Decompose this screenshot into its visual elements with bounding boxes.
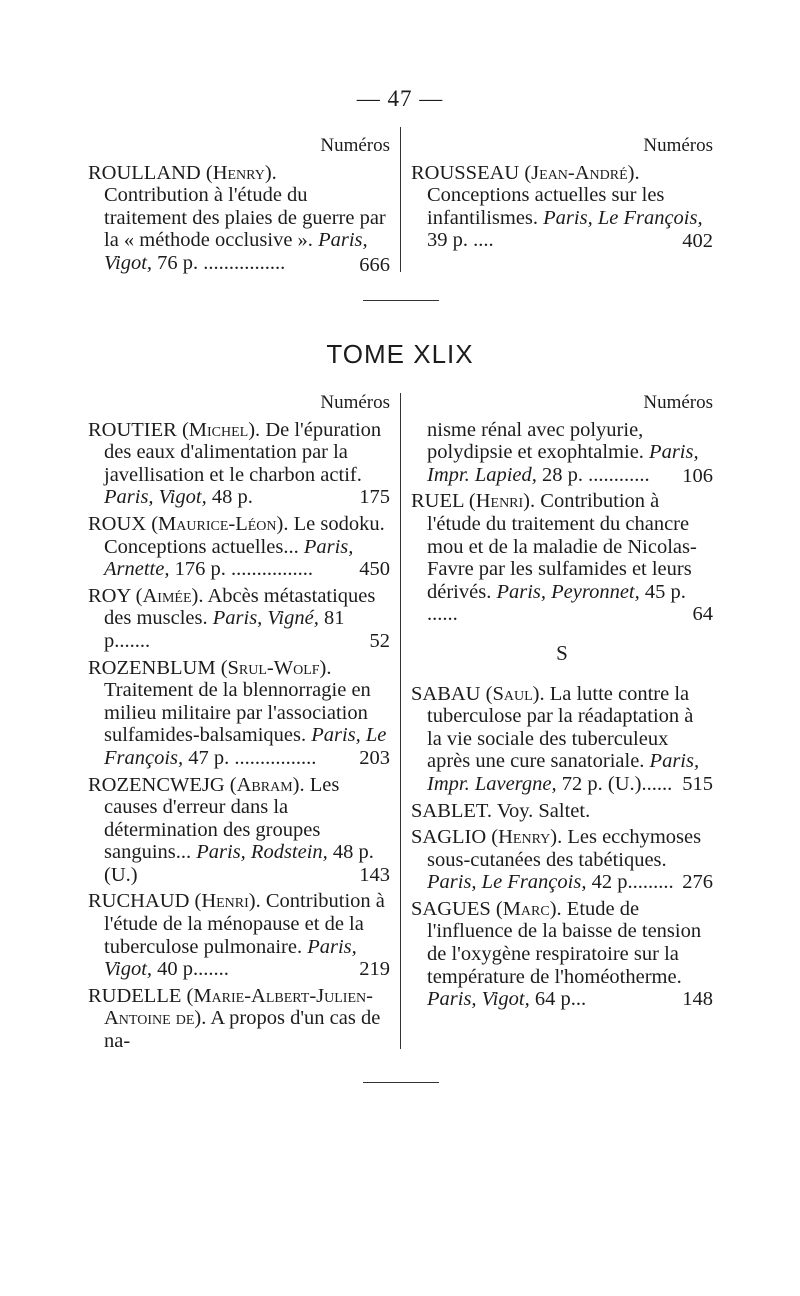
numeros-label: Numéros bbox=[643, 392, 713, 413]
entry-roulland bbox=[88, 162, 390, 275]
top-right-column bbox=[411, 135, 713, 256]
entry-number: 52 bbox=[369, 629, 390, 652]
entry-number: 203 bbox=[359, 746, 390, 769]
bibliography-entry bbox=[88, 585, 390, 653]
entry-title: Les causes d'erreur dans la détermination des groupes sanguins... bbox=[104, 773, 340, 864]
entry-publisher: Paris, Le François, bbox=[543, 206, 703, 229]
left-entry-list bbox=[88, 419, 390, 1053]
entry-number: 106 bbox=[682, 464, 713, 487]
entry-number: 143 bbox=[359, 863, 390, 886]
entry-given-name: (Henry). bbox=[491, 826, 563, 849]
entry-title: Les ecchymoses sous-cutanées des tabétiques. bbox=[427, 826, 702, 871]
entry-number: 148 bbox=[682, 988, 713, 1011]
entry-pages: 45 p. ...... bbox=[427, 580, 686, 626]
entry-given-name: (Michel). bbox=[181, 418, 261, 441]
entry-pages: 47 p. ................ bbox=[183, 746, 317, 769]
bibliography-entry bbox=[411, 490, 713, 626]
entry-publisher: Paris, Vigot, bbox=[427, 988, 530, 1011]
bibliography-entry bbox=[88, 890, 390, 980]
page-number: — 47 — bbox=[356, 86, 444, 111]
entry-surname: ROULLAND bbox=[88, 161, 201, 184]
entry-given-name: (Marc). bbox=[495, 897, 562, 920]
entry-number: 219 bbox=[359, 958, 390, 981]
entry-pages: 48 p. bbox=[206, 486, 253, 509]
entry-surname: SAGUES bbox=[411, 897, 491, 920]
right-column bbox=[411, 392, 713, 1015]
top-left-column bbox=[88, 135, 390, 279]
bibliography-entry bbox=[88, 985, 390, 1053]
entry-title: La lutte contre la tuberculose par la réadaptation à la vie sociale des tuberculeux après une cure sanatoriale. bbox=[427, 682, 694, 773]
numeros-label: Numéros bbox=[320, 135, 390, 156]
entry-surname: SABLET. bbox=[411, 799, 493, 822]
entry-pages: 72 p. (U.)...... bbox=[556, 772, 673, 795]
entry-title: Le sodoku. Conceptions actuelles... bbox=[104, 512, 385, 558]
entry-title: Etude de l'influence de la baisse de tension de l'oxygène respiratoire sur la température de l'homéotherme. bbox=[427, 897, 702, 988]
entry-given-name: (Henri). bbox=[194, 890, 261, 913]
entry-title: Voy. Saltet. bbox=[492, 799, 591, 822]
numeros-label: Numéros bbox=[643, 135, 713, 156]
end-rule bbox=[363, 1082, 439, 1083]
entry-number: 666 bbox=[359, 253, 390, 276]
entry-rousseau bbox=[411, 162, 713, 252]
entry-title: Traitement de la blennorragie en milieu militaire par l'association sulfamides-balsamiques. bbox=[104, 679, 371, 747]
entry-surname: SAGLIO bbox=[411, 826, 487, 849]
bibliography-entry bbox=[88, 774, 390, 887]
bibliography-entry bbox=[411, 800, 713, 823]
entry-title: Contribution à l'étude du traitement des plaies de guerre par la « méthode occlusive ». bbox=[104, 184, 386, 252]
entry-number: 276 bbox=[682, 871, 713, 894]
entry-pages: 48 p. (U.) bbox=[104, 841, 374, 886]
column-divider-top bbox=[400, 127, 401, 272]
letter-heading: S bbox=[556, 640, 568, 665]
entry-publisher: Paris, Impr. Lapied, bbox=[427, 441, 699, 486]
entry-publisher: Paris, Vigné, bbox=[212, 607, 319, 630]
entry-number: 402 bbox=[682, 229, 713, 252]
entry-surname: ROUSSEAU bbox=[411, 161, 520, 184]
column-divider bbox=[400, 393, 401, 1049]
entry-title: Contribution à l'étude de la ménopause et de la tuberculose pulmonaire. bbox=[104, 890, 385, 958]
entry-surname: ROY bbox=[88, 584, 131, 607]
bibliography-entry bbox=[411, 898, 713, 1011]
entry-surname: RUEL bbox=[411, 490, 464, 513]
entry-given-name: (Abram). bbox=[229, 773, 305, 796]
bibliography-entry bbox=[411, 683, 713, 796]
entry-given-name: (Srul-Wolf). bbox=[220, 656, 332, 679]
entry-surname: ROUTIER bbox=[88, 418, 177, 441]
entry-surname: ROUX bbox=[88, 512, 147, 535]
entry-number: 64 bbox=[692, 603, 713, 626]
entry-given-name: (Henry). bbox=[205, 161, 277, 184]
entry-publisher: Paris, Impr. Lavergne, bbox=[427, 750, 700, 795]
entry-pages: 176 p. ................ bbox=[169, 558, 313, 581]
left-column bbox=[88, 392, 390, 1057]
entry-pages: 81 p....... bbox=[104, 607, 345, 652]
entry-pages: 40 p....... bbox=[152, 958, 229, 981]
numeros-label: Numéros bbox=[320, 392, 390, 413]
entry-publisher: Paris, Vigot, bbox=[104, 486, 207, 509]
entry-title: Contribution à l'étude du traitement du chancre mou et de la maladie de Nicolas-Favre par les sulfamides et leurs dérivés. bbox=[427, 490, 697, 603]
entry-surname: ROZENBLUM bbox=[88, 656, 216, 679]
entry-surname: RUDELLE bbox=[88, 984, 182, 1007]
entry-given-name: (Maurice-Léon). bbox=[151, 512, 289, 535]
bibliography-entry bbox=[88, 419, 390, 509]
bibliography-entry bbox=[88, 657, 390, 770]
right-entry-list-s bbox=[411, 683, 713, 1011]
entry-number: 175 bbox=[359, 486, 390, 509]
entry-surname: RUCHAUD bbox=[88, 890, 190, 913]
entry-publisher: Paris, Vigot, bbox=[104, 935, 357, 981]
bibliography-entry bbox=[411, 826, 713, 894]
entry-title: Abcès métastatiques des muscles. bbox=[104, 584, 376, 630]
entry-pages: 28 p. ............ bbox=[536, 463, 650, 486]
section-rule bbox=[363, 300, 439, 301]
entry-publisher: Paris, Le François, bbox=[104, 724, 387, 769]
entry-given-name: (Aimée). bbox=[135, 584, 204, 607]
entry-publisher: Paris, Le François, bbox=[427, 871, 587, 894]
entry-number: 515 bbox=[682, 772, 713, 795]
entry-given-name: (Henri). bbox=[468, 490, 536, 513]
entry-surname: ROZENCWEJG bbox=[88, 773, 225, 796]
entry-pages: 39 p. .... bbox=[427, 229, 494, 252]
entry-publisher: Paris, Vigot, bbox=[104, 229, 368, 274]
entry-title: nisme rénal avec polyurie, polydipsie et exophtalmie. bbox=[427, 418, 650, 464]
entry-pages: 42 p......... bbox=[586, 871, 674, 894]
entry-publisher: Paris, Peyronnet, bbox=[496, 580, 640, 603]
tome-heading: TOME XLIX bbox=[326, 339, 474, 369]
entry-given-name: (Marie-Albert-Julien-Antoine de). bbox=[104, 984, 373, 1030]
bibliography-entry bbox=[88, 513, 390, 581]
right-entry-list bbox=[411, 490, 713, 626]
entry-continuation bbox=[411, 419, 713, 487]
entry-given-name: (Jean-André). bbox=[524, 161, 640, 184]
entry-publisher: Paris, Rodstein, bbox=[196, 841, 328, 864]
entry-title: De l'épuration des eaux d'alimentation par la javellisation et le charbon actif. bbox=[104, 418, 382, 486]
entry-pages: 76 p. ................ bbox=[152, 251, 286, 274]
entry-publisher: Paris, Arnette, bbox=[104, 535, 354, 581]
entry-number: 450 bbox=[359, 558, 390, 581]
entry-given-name: (Saul). bbox=[485, 682, 545, 705]
entry-surname: SABAU bbox=[411, 682, 481, 705]
entry-title: Conceptions actuelles sur les infantilismes. bbox=[427, 184, 665, 229]
entry-title: A propos d'un cas de na- bbox=[104, 1007, 381, 1053]
entry-pages: 64 p... bbox=[529, 988, 587, 1011]
